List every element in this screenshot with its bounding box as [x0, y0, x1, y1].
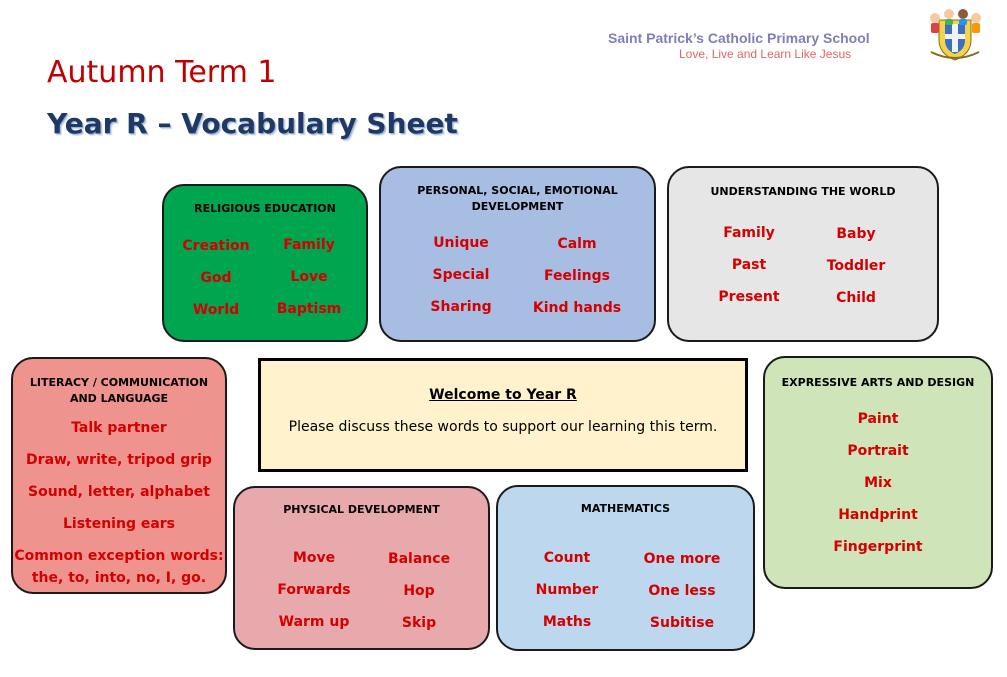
- page-title: Autumn Term 1: [47, 55, 277, 90]
- vocab-word: Forwards: [277, 582, 351, 598]
- vocab-word: Toddler: [826, 258, 886, 274]
- vocab-word: Count: [543, 550, 591, 566]
- vocab-word: Portrait: [847, 443, 909, 459]
- vocab-word: Number: [535, 582, 599, 598]
- literacy-heading-line1: LITERACY / COMMUNICATION: [29, 376, 209, 389]
- vocab-word: Maths: [542, 614, 592, 630]
- vocab-word: Warm up: [278, 614, 350, 630]
- psed-heading-line2: DEVELOPMENT: [471, 200, 564, 213]
- vocab-word: Past: [731, 257, 767, 273]
- utw-heading: UNDERSTANDING THE WORLD: [710, 185, 896, 198]
- pd-heading: PHYSICAL DEVELOPMENT: [283, 503, 440, 516]
- welcome-text: Please discuss these words to support our learning this term.: [288, 419, 718, 435]
- vocab-word: Family: [723, 225, 775, 241]
- vocab-word: Hop: [403, 583, 435, 599]
- physical-development-box: [233, 486, 490, 650]
- psed-heading-line1: PERSONAL, SOCIAL, EMOTIONAL: [417, 184, 618, 197]
- understanding-the-world-box: [667, 166, 939, 342]
- vocab-word: Handprint: [838, 507, 918, 523]
- vocab-word: World: [192, 302, 240, 318]
- psed-box: [379, 166, 656, 342]
- page-subtitle: Year R – Vocabulary Sheet: [47, 107, 458, 140]
- vocab-word: Present: [718, 289, 780, 305]
- ead-heading: EXPRESSIVE ARTS AND DESIGN: [781, 376, 975, 389]
- welcome-title: Welcome to Year R: [429, 387, 577, 403]
- vocab-word: Move: [292, 550, 336, 566]
- vocab-word: Sound, letter, alphabet: [28, 484, 210, 500]
- vocab-word: Fingerprint: [833, 539, 923, 555]
- expressive-arts-box: [763, 356, 993, 589]
- vocab-word: Kind hands: [532, 300, 622, 316]
- vocab-word: Talk partner: [71, 420, 167, 436]
- vocab-word: Common exception words:: [14, 548, 224, 564]
- vocab-word: One less: [648, 583, 716, 599]
- vocab-word: Listening ears: [62, 516, 176, 532]
- vocab-word: God: [200, 270, 232, 286]
- religious-education-box: [162, 184, 368, 342]
- literacy-heading-line2: AND LANGUAGE: [69, 392, 169, 405]
- vocab-word: Calm: [557, 236, 597, 252]
- vocab-word: Feelings: [544, 268, 610, 284]
- welcome-box: [258, 358, 748, 472]
- school-name: Saint Patrick’s Catholic Primary School: [608, 30, 870, 46]
- maths-heading: MATHEMATICS: [580, 502, 671, 515]
- vocab-word: Draw, write, tripod grip: [26, 452, 212, 468]
- vocab-word: One more: [643, 551, 721, 567]
- vocab-word: Subitise: [649, 615, 715, 631]
- vocab-word: Love: [290, 269, 328, 285]
- vocab-word: Creation: [182, 238, 250, 254]
- vocab-word: Family: [283, 237, 335, 253]
- vocab-word: Special: [432, 267, 490, 283]
- vocab-word: the, to, into, no, I, go.: [31, 570, 207, 586]
- literacy-box: [11, 357, 227, 594]
- vocab-word: Sharing: [430, 299, 492, 315]
- vocab-word: Child: [836, 290, 876, 306]
- mathematics-box: [496, 485, 755, 651]
- school-motto: Love, Live and Learn Like Jesus: [679, 47, 852, 61]
- vocab-word: Baptism: [276, 301, 342, 317]
- vocab-word: Paint: [857, 411, 899, 427]
- religious-education-heading: RELIGIOUS EDUCATION: [194, 202, 336, 215]
- vocab-word: Baby: [836, 226, 876, 242]
- vocab-word: Mix: [864, 475, 892, 491]
- vocab-word: Unique: [433, 235, 489, 251]
- vocab-word: Skip: [401, 615, 437, 631]
- vocab-word: Balance: [387, 551, 451, 567]
- school-crest-icon: [925, 6, 985, 62]
